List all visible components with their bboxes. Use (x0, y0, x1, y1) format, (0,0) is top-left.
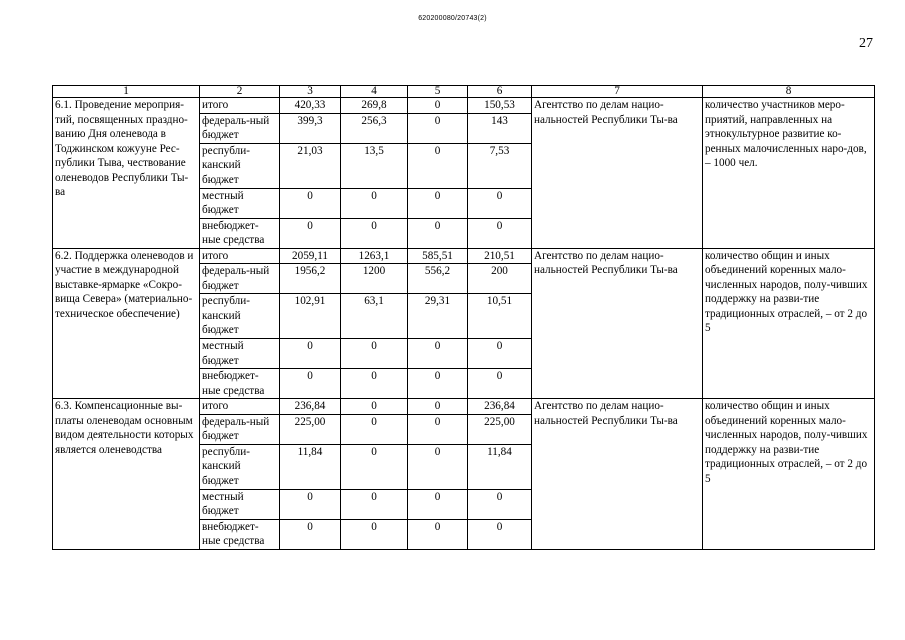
amount-cell: 0 (408, 444, 468, 489)
measure-name: 6.3. Компенсационные вы-платы оленеводам основным видом деятельности которых является оленеводства (53, 399, 200, 550)
amount-cell: 1263,1 (341, 248, 408, 264)
amount-cell: 0 (408, 399, 468, 415)
amount-cell: 0 (468, 339, 532, 369)
amount-cell: 0 (341, 369, 408, 399)
funding-source: местный бюджет (200, 489, 280, 519)
amount-cell: 63,1 (341, 294, 408, 339)
amount-cell: 225,00 (280, 414, 341, 444)
amount-cell: 256,3 (341, 113, 408, 143)
amount-cell: 0 (468, 188, 532, 218)
amount-cell: 0 (468, 519, 532, 549)
amount-cell: 399,3 (280, 113, 341, 143)
program-table (52, 85, 875, 550)
amount-cell: 0 (408, 369, 468, 399)
amount-cell: 0 (408, 339, 468, 369)
amount-cell: 0 (280, 188, 341, 218)
document-id: 620200080/20743(2) (418, 15, 487, 22)
page-number: 27 (859, 36, 873, 51)
funding-source: внебюджет-ные средства (200, 369, 280, 399)
amount-cell: 0 (408, 519, 468, 549)
amount-cell: 29,31 (408, 294, 468, 339)
executor: Агентство по делам нацио-нальностей Республики Ты-ва (532, 98, 703, 249)
amount-cell: 0 (468, 369, 532, 399)
header-cell: 4 (341, 86, 408, 98)
indicator: количество общин и иных объединений коренных мало-численных народов, полу-чивших поддержку на разви-тие традиционных отраслей, – от 2 до 5 (703, 248, 875, 399)
funding-source: республи-канский бюджет (200, 444, 280, 489)
amount-cell: 585,51 (408, 248, 468, 264)
header-cell: 1 (53, 86, 200, 98)
amount-cell: 0 (341, 188, 408, 218)
amount-cell: 2059,11 (280, 248, 341, 264)
amount-cell: 0 (408, 489, 468, 519)
funding-source: итого (200, 248, 280, 264)
amount-cell: 11,84 (468, 444, 532, 489)
amount-cell: 0 (408, 98, 468, 114)
amount-cell: 210,51 (468, 248, 532, 264)
amount-cell: 0 (408, 113, 468, 143)
executor: Агентство по делам нацио-нальностей Республики Ты-ва (532, 248, 703, 399)
amount-cell: 0 (468, 489, 532, 519)
header-cell: 8 (703, 86, 875, 98)
amount-cell: 0 (280, 489, 341, 519)
funding-source: федераль-ный бюджет (200, 264, 280, 294)
funding-source: республи-канский бюджет (200, 294, 280, 339)
indicator: количество общин и иных объединений коренных мало-численных народов, полу-чивших поддержку на разви-тие традиционных отраслей, – от 2 до 5 (703, 399, 875, 550)
header-cell: 5 (408, 86, 468, 98)
funding-source: итого (200, 98, 280, 114)
table-row (53, 248, 875, 264)
funding-source: итого (200, 399, 280, 415)
amount-cell: 0 (341, 519, 408, 549)
amount-cell: 0 (341, 399, 408, 415)
amount-cell: 0 (341, 339, 408, 369)
header-cell: 3 (280, 86, 341, 98)
amount-cell: 0 (408, 414, 468, 444)
amount-cell: 0 (341, 489, 408, 519)
amount-cell: 13,5 (341, 143, 408, 188)
amount-cell: 236,84 (280, 399, 341, 415)
amount-cell: 0 (280, 519, 341, 549)
table-row (53, 98, 875, 114)
amount-cell: 0 (341, 218, 408, 248)
amount-cell: 0 (408, 143, 468, 188)
amount-cell: 225,00 (468, 414, 532, 444)
funding-source: внебюджет-ные средства (200, 218, 280, 248)
amount-cell: 0 (408, 188, 468, 218)
indicator: количество участников меро-приятий, направленных на этнокультурное развитие ко-ренных малочисленных наро-дов, – 1000 чел. (703, 98, 875, 249)
header-cell: 2 (200, 86, 280, 98)
amount-cell: 420,33 (280, 98, 341, 114)
table-row (53, 399, 875, 415)
funding-source: местный бюджет (200, 188, 280, 218)
amount-cell: 7,53 (468, 143, 532, 188)
amount-cell: 150,53 (468, 98, 532, 114)
funding-source: республи-канский бюджет (200, 143, 280, 188)
amount-cell: 102,91 (280, 294, 341, 339)
measure-name: 6.2. Поддержка оленеводов и участие в международной выставке-ярмарке «Сокро-вища Севера» (материально-техническое обеспечение) (53, 248, 200, 399)
amount-cell: 10,51 (468, 294, 532, 339)
amount-cell: 0 (468, 218, 532, 248)
funding-source: местный бюджет (200, 339, 280, 369)
funding-source: внебюджет-ные средства (200, 519, 280, 549)
measure-name: 6.1. Проведение мероприя-тий, посвященных праздно-ванию Дня оленевода в Тоджинском кожууне Рес-публики Тыва, чествование оленеводов Республики Ты-ва (53, 98, 200, 249)
funding-source: федераль-ный бюджет (200, 113, 280, 143)
table-body (53, 86, 875, 550)
amount-cell: 269,8 (341, 98, 408, 114)
amount-cell: 1956,2 (280, 264, 341, 294)
amount-cell: 143 (468, 113, 532, 143)
amount-cell: 0 (341, 444, 408, 489)
amount-cell: 0 (280, 218, 341, 248)
header-cell: 7 (532, 86, 703, 98)
header-cell: 6 (468, 86, 532, 98)
amount-cell: 0 (408, 218, 468, 248)
header-row (53, 86, 875, 98)
executor: Агентство по делам нацио-нальностей Республики Ты-ва (532, 399, 703, 550)
amount-cell: 1200 (341, 264, 408, 294)
funding-source: федераль-ный бюджет (200, 414, 280, 444)
amount-cell: 0 (280, 339, 341, 369)
amount-cell: 236,84 (468, 399, 532, 415)
amount-cell: 200 (468, 264, 532, 294)
amount-cell: 0 (341, 414, 408, 444)
amount-cell: 11,84 (280, 444, 341, 489)
amount-cell: 556,2 (408, 264, 468, 294)
amount-cell: 21,03 (280, 143, 341, 188)
amount-cell: 0 (280, 369, 341, 399)
